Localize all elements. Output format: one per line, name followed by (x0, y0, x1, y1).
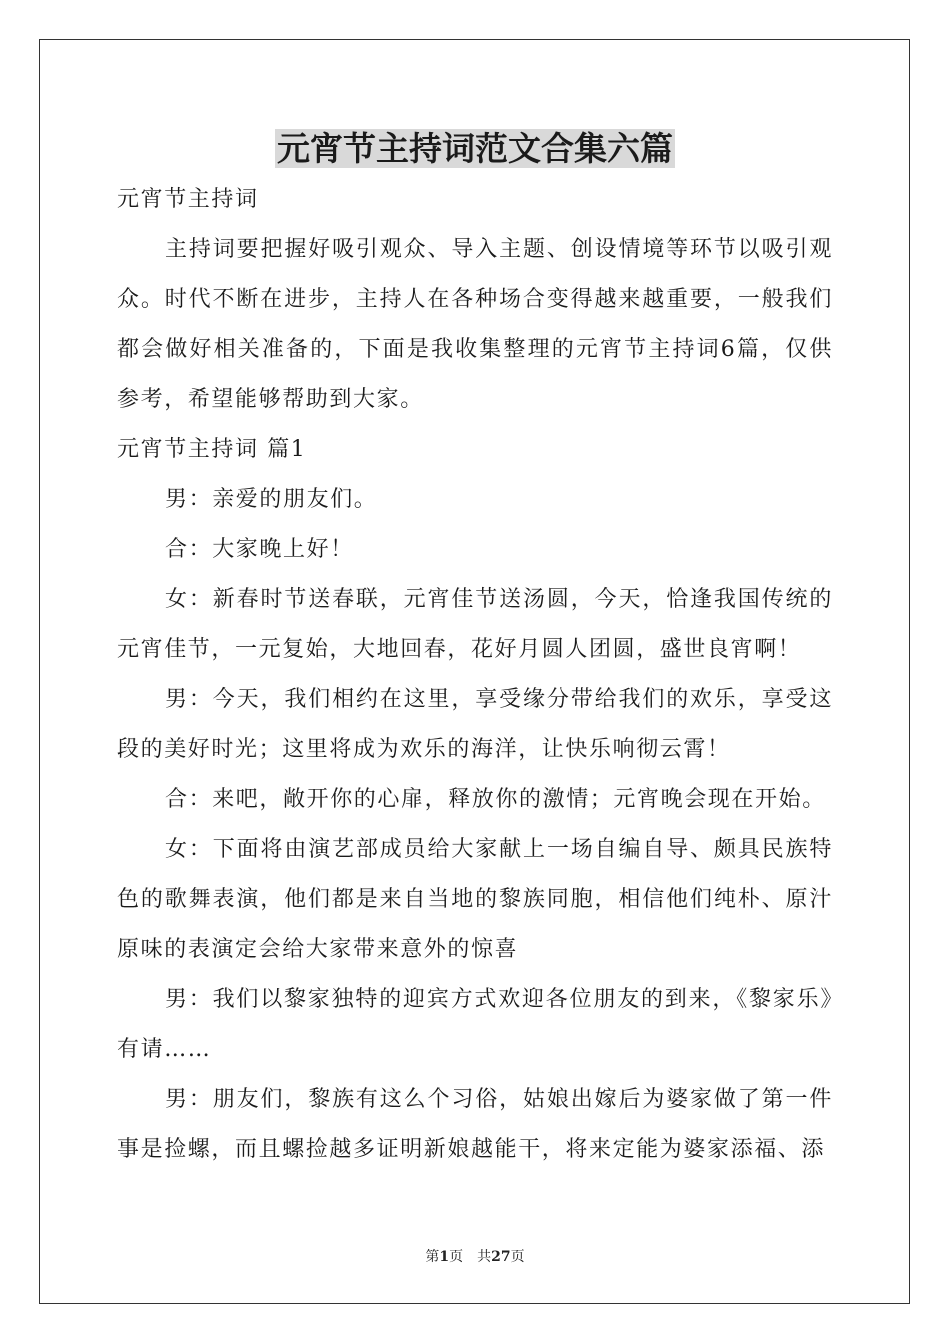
paragraph: 元宵节主持词 篇1 (117, 437, 307, 462)
paragraph: 元宵节主持词 (117, 187, 259, 212)
footer-prefix: 第 (425, 1249, 440, 1265)
paragraph: 男：朋友们，黎族有这么个习俗，姑娘出嫁后为婆家做了第一件事是捡螺，而且螺捡越多证明新娘越能干，将来定能为婆家添福、添 (117, 1087, 833, 1162)
paragraph: 女：下面将由演艺部成员给大家献上一场自编自导、颇具民族特色的歌舞表演，他们都是来自当地的黎族同胞，相信他们纯朴、原汁原味的表演定会给大家带来意外的惊喜 (117, 837, 833, 962)
page-footer (0, 1247, 950, 1267)
current-page-number: 1 (439, 1249, 450, 1265)
total-pages-number: 27 (491, 1249, 511, 1265)
paragraph: 男：我们以黎家独特的迎宾方式欢迎各位朋友的到来，《黎家乐》有请…… (117, 987, 833, 1062)
paragraph: 男：今天，我们相约在这里，享受缘分带给我们的欢乐，享受这段的美好时光；这里将成为欢乐的海洋，让快乐响彻云霄！ (117, 687, 833, 762)
paragraph: 合：来吧，敞开你的心扉，释放你的激情；元宵晚会现在开始。 (165, 787, 826, 812)
paragraph: 合：大家晚上好！ (165, 537, 354, 562)
footer-suffix: 页 (510, 1249, 525, 1265)
document-title-text: 元宵节主持词范文合集六篇 (277, 129, 673, 168)
paragraph: 女：新春时节送春联，元宵佳节送汤圆，今天，恰逢我国传统的元宵佳节，一元复始，大地回春，花好月圆人团圆，盛世良宵啊！ (117, 587, 833, 662)
document-body (117, 175, 833, 1175)
document-title (0, 127, 950, 171)
footer-mid: 页 共 (449, 1249, 492, 1265)
paragraph: 主持词要把握好吸引观众、导入主题、创设情境等环节以吸引观众。时代不断在进步，主持人在各种场合变得越来越重要，一般我们都会做好相关准备的，下面是我收集整理的元宵节主持词6篇，仅供参考，希望能够帮助到大家。 (117, 237, 833, 412)
paragraph: 男：亲爱的朋友们。 (165, 487, 378, 512)
